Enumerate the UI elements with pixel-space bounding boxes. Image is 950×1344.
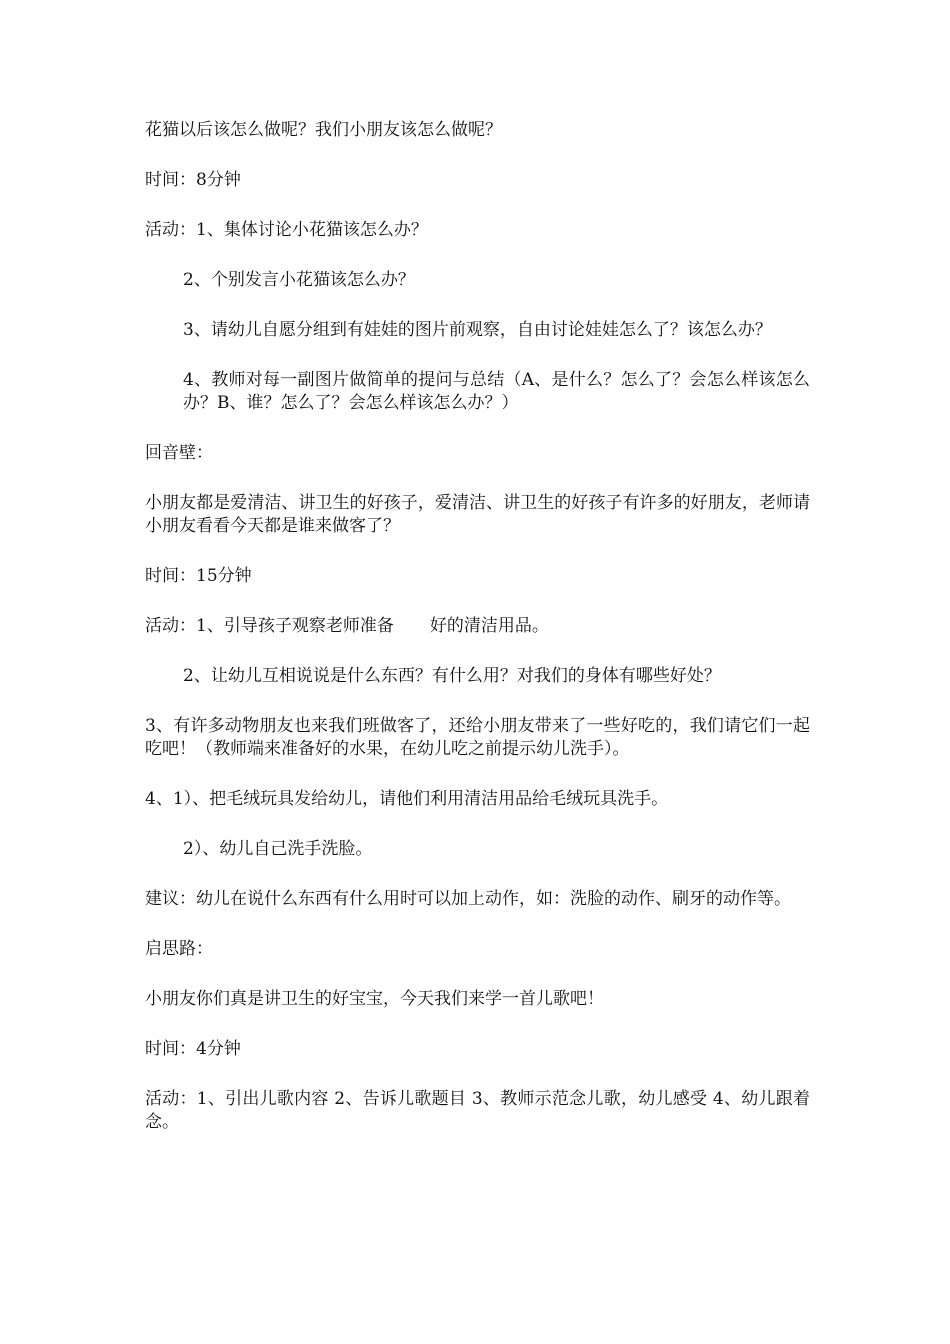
activity-step: 3、请幼儿自愿分组到有娃娃的图片前观察，自由讨论娃娃怎么了？该怎么办？ — [183, 320, 772, 340]
paragraph: 小朋友你们真是讲卫生的好宝宝，今天我们来学一首儿歌吧！ — [145, 989, 604, 1009]
activity-step: 2）、幼儿自己洗手洗脸。 — [183, 839, 373, 859]
activity-line-part: 好的清洁用品。 — [429, 616, 549, 636]
time-line: 时间：8分钟 — [145, 170, 241, 190]
document-body — [145, 119, 810, 1161]
paragraph: 小朋友都是爱清洁、讲卫生的好孩子，爱清洁、讲卫生的好孩子有许多的好朋友，老师请小朋友看看今天都是谁来做客了？ — [145, 493, 810, 536]
time-line: 时间：4分钟 — [145, 1039, 241, 1059]
activity-line: 活动：1、引出儿歌内容 2、告诉儿歌题目 3、教师示范念儿歌，幼儿感受 4、幼儿跟着念。 — [145, 1089, 810, 1132]
section-heading: 启思路： — [145, 939, 213, 959]
activity-step: 2、让幼儿互相说说是什么东西？有什么用？对我们的身体有哪些好处？ — [183, 666, 721, 686]
activity-step: 2、个别发言小花猫该怎么办？ — [183, 270, 415, 290]
time-line: 时间：15分钟 — [145, 566, 252, 586]
section-heading: 回音壁： — [145, 443, 213, 463]
activity-step: 4、1）、把毛绒玩具发给幼儿，请他们利用清洁用品给毛绒玩具洗手。 — [145, 789, 669, 809]
activity-line-part: 活动：1、引导孩子观察老师准备 — [145, 616, 394, 636]
activity-step: 4、教师对每一副图片做简单的提问与总结（A、是什么？怎么了？会怎么样该怎么办？B、谁？怎么了？会怎么样该怎么办？） — [183, 370, 810, 413]
activity-line: 活动：1、集体讨论小花猫该怎么办？ — [145, 220, 428, 240]
paragraph: 花猫以后该怎么做呢？我们小朋友该怎么做呢？ — [145, 120, 502, 140]
suggestion: 建议：幼儿在说什么东西有什么用时可以加上动作，如：洗脸的动作、刷牙的动作等。 — [145, 889, 791, 909]
activity-step: 3、有许多动物朋友也来我们班做客了，还给小朋友带来了一些好吃的，我们请它们一起吃吧！（教师端来准备好的水果，在幼儿吃之前提示幼儿洗手）。 — [145, 716, 810, 759]
activity-line — [145, 615, 810, 638]
